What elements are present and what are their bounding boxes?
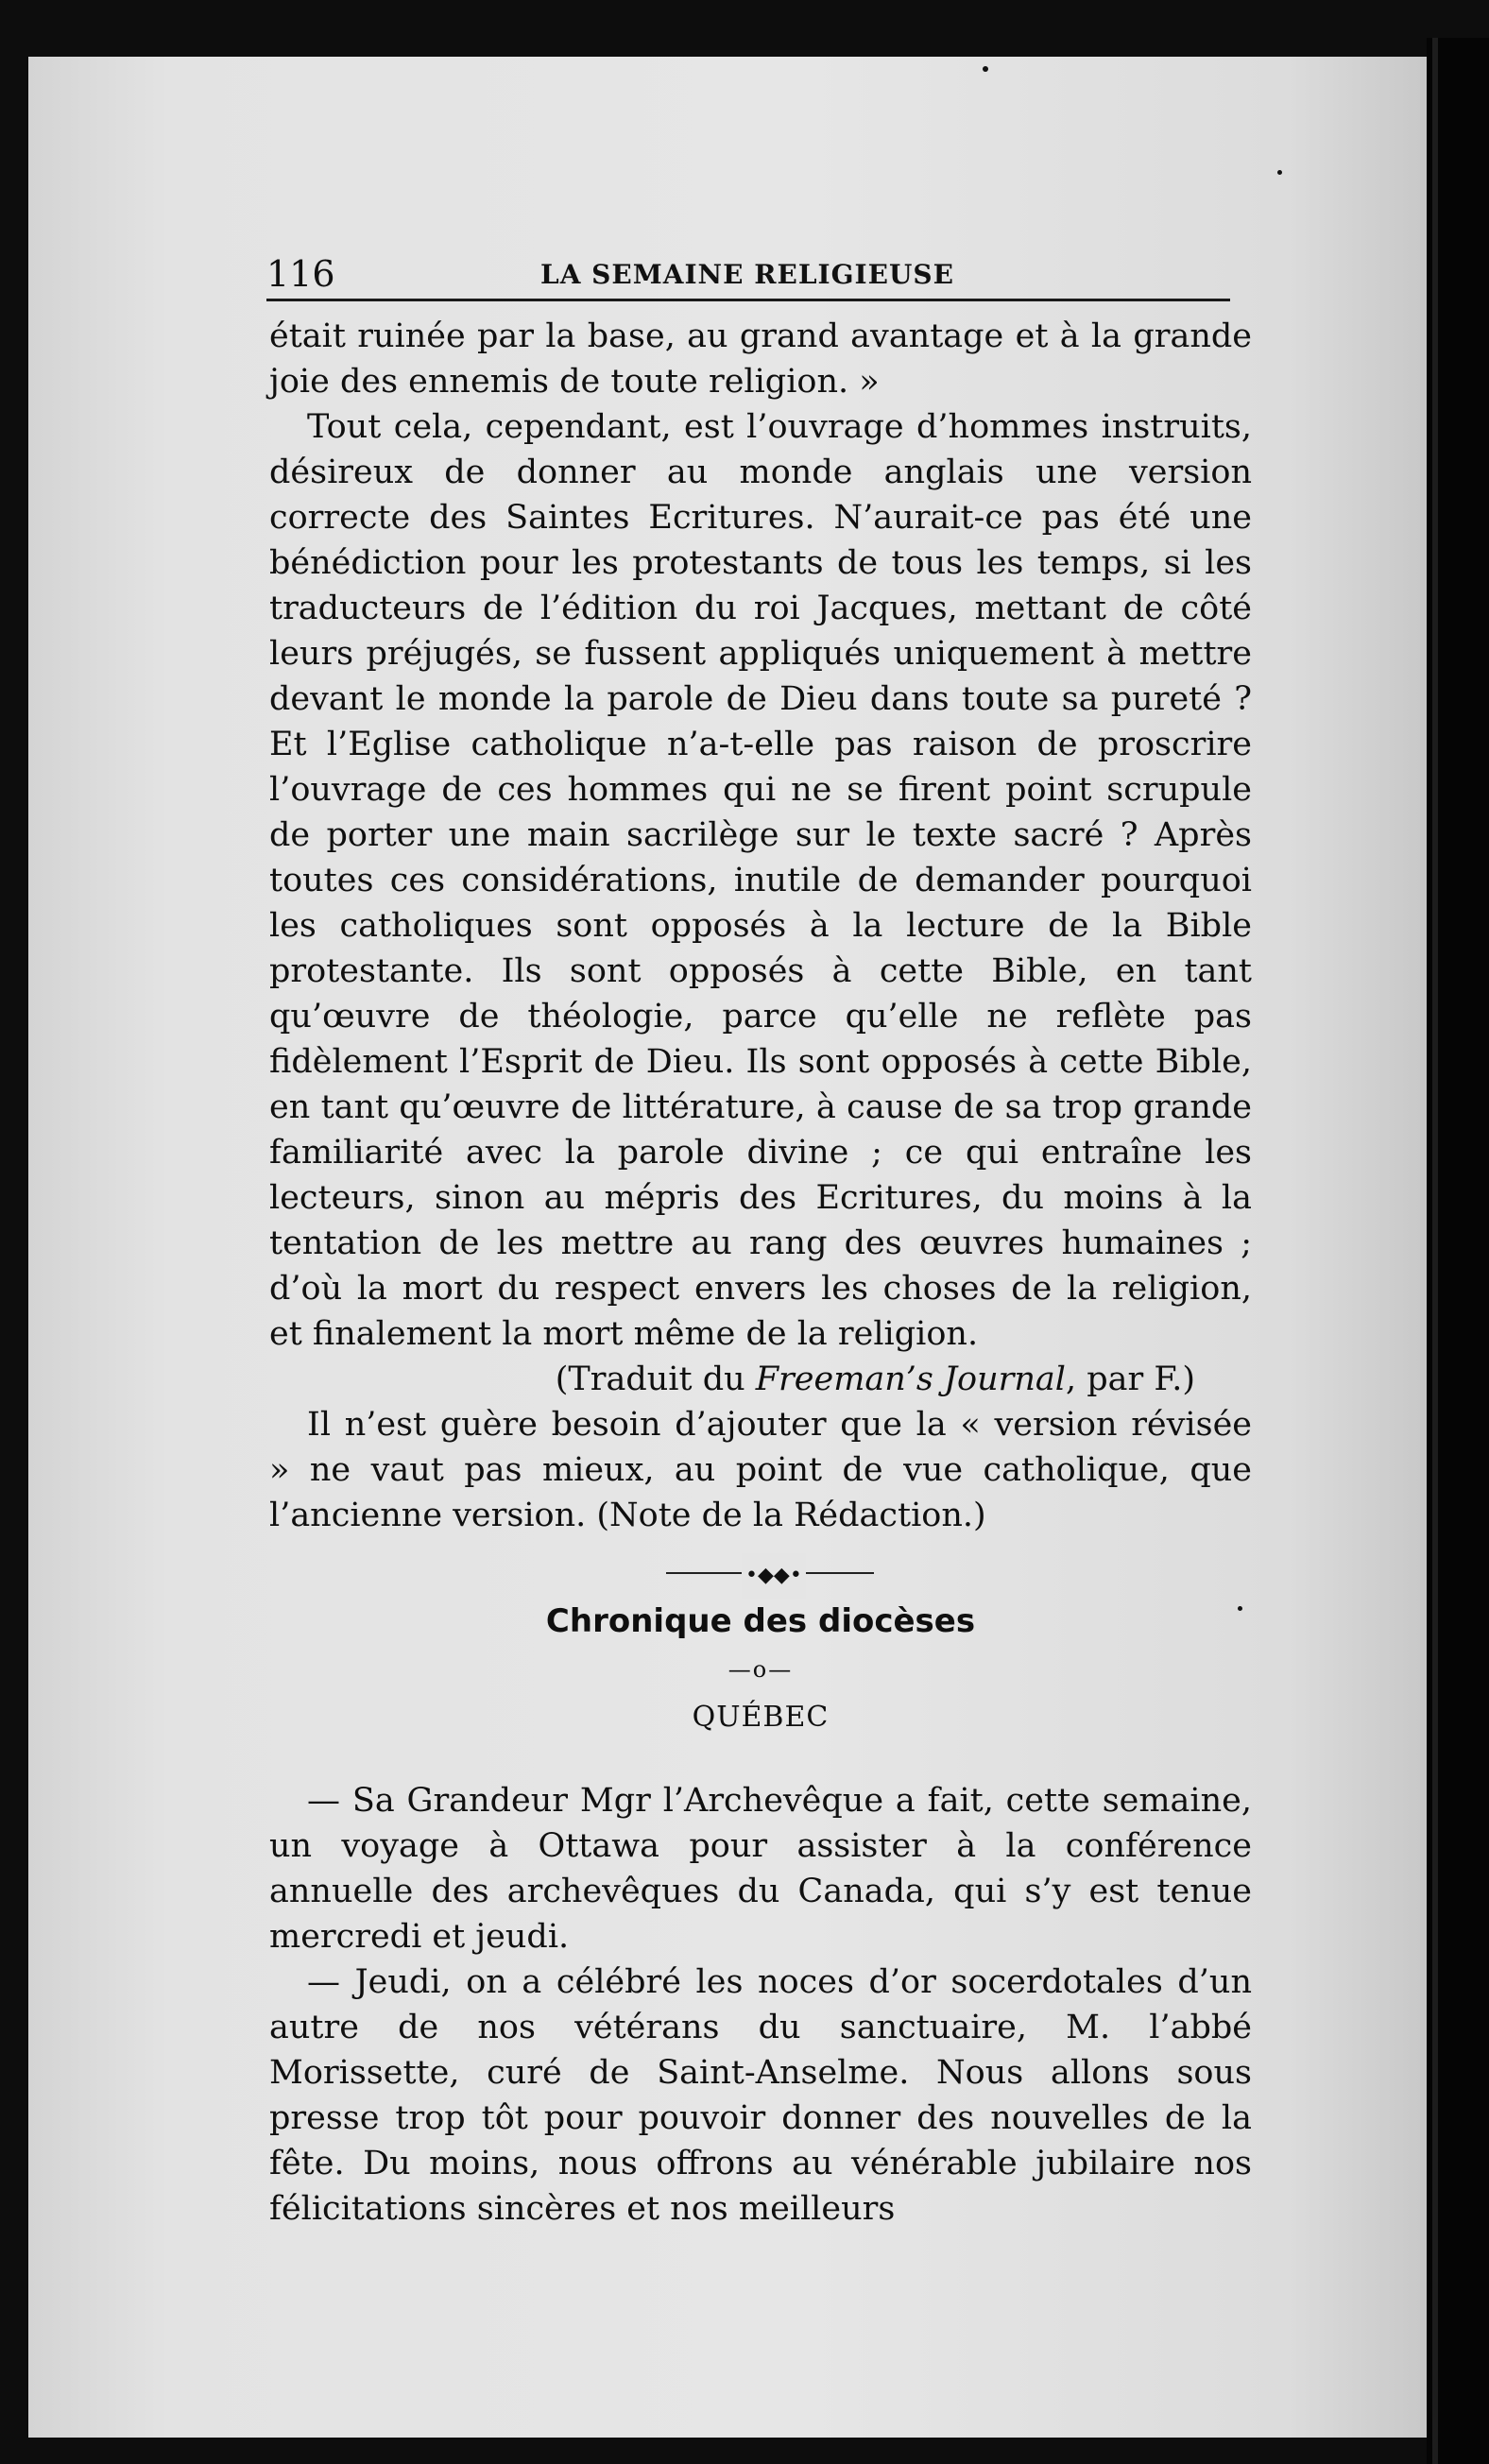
section-ornament [269,1553,1252,1591]
paragraph-continuation: était ruinée par la base, au grand avantage et à la grande joie des ennemis de toute religion. » [269,317,1252,401]
page-edge-shadow [1427,38,1489,2464]
page-header [266,251,1230,301]
chronicle-item: — Jeudi, on a célébré les noces d’or socerdotales d’un autre de nos vétérans du sanctuaire, M. l’abbé Morissette, curé de Saint-Anselme. Nous allons sous presse trop tôt pour pouvoir donner des nouvelles de la fête. Du moins, nous offrons au vénérable jubilaire nos félicitations sincères et nos meilleurs [269,1963,1252,2228]
page-number: 116 [266,253,335,295]
translation-credit [269,1357,1252,1402]
dust-speck [1277,170,1282,175]
chronicle-item: — Sa Grandeur Mgr l’Archevêque a fait, cette semaine, un voyage à Ottawa pour assister à la conférence annuelle des archevêques du Canada, qui s’y est tenue mercredi et jeudi. [269,1782,1252,1956]
credit-suffix: , par F.) [1066,1360,1195,1398]
ornament-glyph: •◆◆• [742,1553,806,1599]
editor-note: Il n’est guère besoin d’ajouter que la « version révisée » ne vaut pas mieux, au point de vue catholique, que l’ancienne version. (Note de la Rédaction.) [269,1406,1252,1534]
credit-prefix: (Traduit du [555,1360,756,1398]
section-divider: —o— [727,1656,794,1683]
running-head: LA SEMAINE RELIGIEUSE [540,259,954,290]
paragraph-main: Tout cela, cependant, est l’ouvrage d’hommes instruits, désireux de donner au monde anglais une version correcte des Saintes Ecritures. N’aurait-ce pas été une bénédiction pour les protestants de tous les temps, si les traducteurs de l’édition du roi Jacques, mettant de côté leurs préjugés, se fussent appliqués uniquement à mettre devant le monde la parole de Dieu dans toute sa pureté ? Et l’Eglise catholique n’a-t-elle pas raison de proscrire l’ouvrage de ces hommes qui ne se firent point scrupule de porter une main sacrilège sur le texte sacré ? Après toutes ces considérations, inutile de demander pourquoi les catholiques sont opposés à la lecture de la Bible protestante. Ils sont opposés à cette Bible, en tant qu’œuvre de théologie, parce qu’elle ne reflète pas fidèlement l’Esprit de Dieu. Ils sont opposés à cette Bible, en tant qu’œuvre de littérature, à cause de sa trop grande familiarité avec la parole divine ; ce qui entraîne les lecteurs, sinon au mépris des Ecritures, du moins à la tentation de les mettre au rang des œuvres humaines ; d’où la mort du respect envers les choses de la religion, et finalement la mort même de la religion. [269,408,1252,1353]
section-title: Chronique des diocèses [545,1602,976,1640]
dust-speck [983,66,988,72]
credit-source: Freeman’s Journal [755,1360,1066,1398]
diocese-heading: QUÉBEC [692,1701,830,1734]
article-body [269,314,1252,2232]
